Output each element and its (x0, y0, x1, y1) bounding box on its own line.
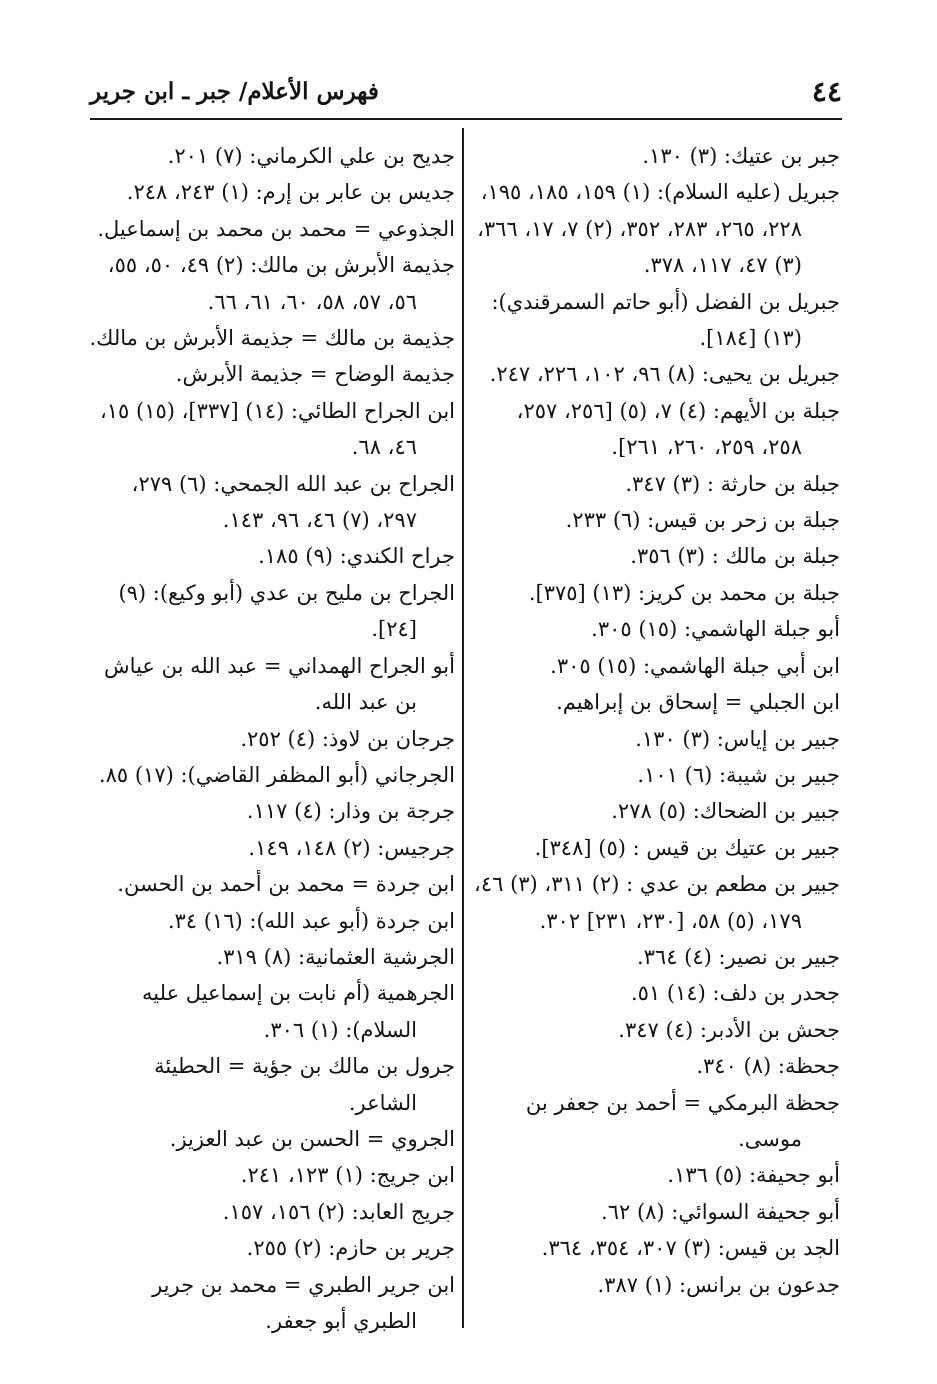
page-header (90, 66, 842, 116)
index-entry: أبو جحيفة: (٥) ١٣٦. (667, 1163, 840, 1188)
index-entry: جبير بن الضحاك: (٥) ٢٧٨. (611, 799, 840, 824)
index-entry: ابن الجبلي = إسحاق بن إبراهيم. (556, 690, 840, 715)
column-divider (462, 128, 464, 1328)
index-entry: جذيمة الوضاح = جذيمة الأبرش. (175, 362, 455, 387)
index-entry: جبلة بن الأيهم: (٤) ٧، (٥) [٢٥٦، ٢٥٧، ٢٥٨، ٢٥٩، ٢٦٠، ٢٦١]. (516, 398, 840, 460)
index-entry: جدعون بن برانس: (١) ٣٨٧. (597, 1272, 840, 1297)
index-entry: الجراح بن عبد الله الجمحي: (٦) ٢٧٩، ٢٩٧، (٧) ٤٦، ٩٦، ١٤٣. (131, 471, 455, 533)
index-entry: جبريل (عليه السلام): (١) ١٥٩، ١٨٥، ١٩٥، ٢٢٨، ٢٦٥، ٢٨٣، ٣٥٢، (٢) ٧، ١٧، ٣٦٦، (٣) ٤٧، ١١٧، ٣٧٨. (477, 180, 840, 278)
index-column-right (470, 138, 840, 1303)
header-rule (90, 118, 842, 120)
index-entry: أبو جبلة الهاشمي: (١٥) ٣٠٥. (591, 617, 840, 642)
index-entry: جرول بن مالك بن جؤية = الحطيئة الشاعر. (154, 1054, 455, 1115)
index-entry: الجرشية العثمانية: (٨) ٣١٩. (216, 944, 455, 969)
page-number: ٤٤ (811, 74, 842, 108)
index-entry: جديس بن عابر بن إرم: (١) ٢٤٣، ٢٤٨. (126, 180, 455, 205)
index-entry: ابن جردة (أبو عبد الله): (١٦) ٣٤. (167, 908, 455, 933)
index-entry: جحظة البرمكي = أحمد بن جعفر بن موسى. (525, 1090, 840, 1151)
index-entry: جرجيس: (٢) ١٤٨، ١٤٩. (248, 835, 455, 860)
index-entry: الجروي = الحسن بن عبد العزيز. (169, 1126, 455, 1151)
running-title: فهرس الأعلام/ جبر ـ ابن جرير (90, 77, 379, 105)
index-entry: أبو جحيفة السوائي: (٨) ٦٢. (601, 1199, 840, 1224)
index-entry: أبو الجراح الهمداني = عبد الله بن عياش بن عبد الله. (104, 653, 455, 715)
index-entry: الجذوعي = محمد بن محمد بن إسماعيل. (97, 216, 455, 241)
index-entry: الجراح بن مليح بن عدي (أبو وكيع): (٩) [٢٤]. (118, 580, 455, 642)
index-entry: جبير بن عتيك بن قيس : (٥) [٣٤٨]. (534, 835, 840, 860)
index-entry: جحش بن الأدبر: (٤) ٣٤٧. (618, 1017, 840, 1042)
index-entry: جبلة بن محمد بن كريز: (١٣) [٣٧٥]. (528, 580, 840, 605)
index-entry: جحظة: (٨) ٣٤٠. (696, 1054, 840, 1079)
index-column-left (85, 138, 455, 1339)
index-entry: جرجة بن وذار: (٤) ١١٧. (246, 799, 455, 824)
index-entry: جبلة بن حارثة : (٣) ٣٤٧. (625, 471, 840, 496)
index-entry: الجد بن قيس: (٣) ٣٠٧، ٣٥٤، ٣٦٤. (541, 1236, 840, 1261)
index-entry: جبلة بن زحر بن قيس: (٦) ٢٣٣. (565, 508, 840, 533)
index-entry: جرير بن حازم: (٢) ٢٥٥. (246, 1236, 455, 1261)
index-entry: ابن جريج: (١) ١٢٣، ٢٤١. (240, 1163, 455, 1188)
index-entry: ابن الجراح الطائي: (١٤) [٣٣٧]، (١٥) ١٥، ٤٦، ٦٨. (99, 398, 455, 460)
index-entry: جبير بن إياس: (٣) ١٣٠. (635, 726, 840, 751)
index-entry: ابن جرير الطبري = محمد بن جرير الطبري أبو جعفر. (152, 1272, 455, 1333)
index-entry: جريج العابد: (٢) ١٥٦، ١٥٧. (222, 1199, 455, 1224)
index-entry: جديح بن علي الكرماني: (٧) ٢٠١. (167, 144, 455, 168)
index-entry: جبر بن عتيك: (٣) ١٣٠. (642, 144, 840, 168)
index-entry: جبير بن نصير: (٤) ٣٦٤. (636, 944, 840, 969)
index-entry: جذيمة الأبرش بن مالك: (٢) ٤٩، ٥٠، ٥٥، ٥٦، ٥٧، ٥٨، ٦٠، ٦١، ٦٦. (107, 253, 455, 314)
index-entry: جبير بن شيبة: (٦) ١٠١. (637, 762, 840, 787)
index-entry: جراح الكندي: (٩) ١٨٥. (258, 544, 455, 569)
index-entry: ابن جردة = محمد بن أحمد بن الحسن. (117, 872, 455, 897)
index-entry: جحدر بن دلف: (١٤) ٥١. (630, 981, 840, 1006)
index-entry: جرجان بن لاوذ: (٤) ٢٥٢. (240, 726, 455, 751)
index-entry: جبريل بن الفضل (أبو حاتم السمرقندي): (١٣) [١٨٤]. (491, 289, 840, 351)
index-entry: الجرهمية (أم نابت بن إسماعيل عليه السلام): (١) ٣٠٦. (142, 981, 455, 1042)
index-entry: ابن أبي جبلة الهاشمي: (١٥) ٣٠٥. (550, 653, 840, 678)
index-entry: الجرجاني (أبو المظفر القاضي): (١٧) ٨٥. (98, 762, 455, 787)
index-entry: جذيمة بن مالك = جذيمة الأبرش بن مالك. (89, 326, 455, 351)
index-entry: جبير بن مطعم بن عدي : (٢) ٣١١، (٣) ٤٦، ١٧٩، (٥) ٥٨، [٢٣٠، ٢٣١] ٣٠٢. (474, 872, 840, 933)
index-entry: جبريل بن يحيى: (٨) ٩٦، ١٠٢، ٢٢٦، ٢٤٧. (489, 362, 840, 387)
index-entry: جبلة بن مالك : (٣) ٣٥٦. (630, 544, 840, 569)
